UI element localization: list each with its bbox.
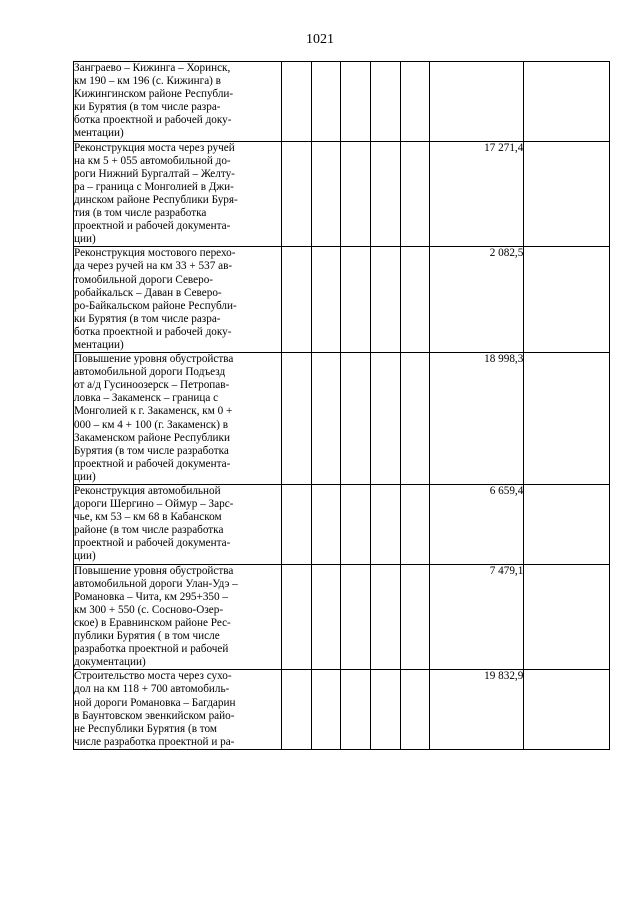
description-line: Монголией к г. Закаменск, км 0 + bbox=[74, 405, 233, 418]
amount-cell: 18 998,3 bbox=[430, 353, 524, 485]
description-line: ментации) bbox=[74, 338, 124, 351]
description-line: чье, км 53 – км 68 в Кабанском bbox=[74, 511, 222, 524]
description-line: от а/д Гусиноозерск – Петропав- bbox=[74, 379, 230, 392]
description-line: ловка – Закаменск – граница с bbox=[74, 392, 219, 405]
empty-cell bbox=[341, 485, 371, 565]
empty-cell bbox=[341, 62, 371, 142]
table-row bbox=[74, 62, 610, 142]
description-line: да через ручей на км 33 + 537 ав- bbox=[74, 260, 233, 273]
description-line: публики Бурятия ( в том числе bbox=[74, 630, 220, 643]
empty-cell bbox=[341, 141, 371, 247]
description-line: Бурятия (в том числе разработка bbox=[74, 444, 229, 457]
description-line: автомобильной дороги Улан-Удэ – bbox=[74, 577, 238, 590]
description-line: ной дороги Романовка – Багдарин bbox=[74, 696, 236, 709]
amount-cell: 7 479,1 bbox=[430, 564, 524, 670]
empty-cell bbox=[400, 353, 430, 485]
description-line: динском районе Республики Буря- bbox=[74, 193, 238, 206]
description-line: робайкальск – Даван в Северо- bbox=[74, 286, 222, 299]
description-line: районе (в том числе разработка bbox=[74, 524, 224, 537]
empty-cell bbox=[371, 564, 401, 670]
empty-cell bbox=[371, 141, 401, 247]
empty-cell bbox=[524, 564, 610, 670]
description-line: ское) в Еравнинском районе Рес- bbox=[74, 616, 231, 629]
description-line: км 190 – км 196 (с. Кижинга) в bbox=[74, 75, 221, 88]
description-line: проектной и рабочей документа- bbox=[74, 457, 231, 470]
description-cell bbox=[74, 564, 282, 670]
empty-cell bbox=[341, 564, 371, 670]
description-line: разработка проектной и рабочей bbox=[74, 643, 229, 656]
empty-cell bbox=[371, 62, 401, 142]
description-line: Кижингинском районе Республи- bbox=[74, 88, 234, 101]
description-line: Реконструкция мостового перехо- bbox=[74, 247, 236, 260]
description-line: Занграево – Кижинга – Хоринск, bbox=[74, 62, 231, 74]
empty-cell bbox=[311, 247, 341, 353]
description-cell bbox=[74, 141, 282, 247]
table-row bbox=[74, 485, 610, 565]
table-row bbox=[74, 670, 610, 750]
empty-cell bbox=[311, 485, 341, 565]
empty-cell bbox=[311, 141, 341, 247]
empty-cell bbox=[282, 564, 312, 670]
empty-cell bbox=[524, 670, 610, 750]
description-line: в Баунтовском эвенкийском райо- bbox=[74, 709, 235, 722]
empty-cell bbox=[341, 353, 371, 485]
description-line: км 300 + 550 (с. Сосново-Озер- bbox=[74, 603, 224, 616]
amount-cell: 2 082,5 bbox=[430, 247, 524, 353]
description-line: на км 5 + 055 автомобильной до- bbox=[74, 154, 231, 167]
empty-cell bbox=[371, 670, 401, 750]
description-cell bbox=[74, 670, 282, 750]
description-line: ра – граница с Монголией в Джи- bbox=[74, 180, 234, 193]
description-line: Закаменском районе Республики bbox=[74, 431, 230, 444]
amount-cell: 17 271,4 bbox=[430, 141, 524, 247]
empty-cell bbox=[282, 670, 312, 750]
description-line: Повышение уровня обустройства bbox=[74, 564, 234, 577]
description-line: ки Бурятия (в том числе разра- bbox=[74, 312, 221, 325]
description-line: ции) bbox=[74, 470, 96, 483]
empty-cell bbox=[311, 564, 341, 670]
description-line: документации) bbox=[74, 656, 146, 669]
empty-cell bbox=[524, 141, 610, 247]
empty-cell bbox=[282, 247, 312, 353]
description-line: ции) bbox=[74, 233, 96, 246]
empty-cell bbox=[282, 485, 312, 565]
description-line: Повышение уровня обустройства bbox=[74, 353, 234, 366]
description-line: Романовка – Чита, км 295+350 – bbox=[74, 590, 228, 603]
empty-cell bbox=[341, 247, 371, 353]
empty-cell bbox=[311, 62, 341, 142]
description-line: роги Нижний Бургалтай – Желту- bbox=[74, 167, 235, 180]
description-line: ки Бурятия (в том числе разра- bbox=[74, 101, 221, 114]
empty-cell bbox=[282, 353, 312, 485]
description-cell bbox=[74, 247, 282, 353]
amount-cell: 6 659,4 bbox=[430, 485, 524, 565]
page-number: 1021 bbox=[306, 32, 334, 47]
amount-cell: 19 832,9 bbox=[430, 670, 524, 750]
description-line: ро-Байкальском районе Республи- bbox=[74, 299, 237, 312]
data-table bbox=[73, 61, 610, 750]
empty-cell bbox=[400, 62, 430, 142]
empty-cell bbox=[282, 141, 312, 247]
empty-cell bbox=[524, 485, 610, 565]
empty-cell bbox=[341, 670, 371, 750]
table-row bbox=[74, 247, 610, 353]
empty-cell bbox=[311, 670, 341, 750]
empty-cell bbox=[282, 62, 312, 142]
description-line: ботка проектной и рабочей доку- bbox=[74, 114, 232, 127]
description-line: ботка проектной и рабочей доку- bbox=[74, 325, 232, 338]
description-line: ментации) bbox=[74, 127, 124, 140]
description-line: автомобильной дороги Подъезд bbox=[74, 366, 226, 379]
table-body bbox=[74, 62, 610, 750]
description-line: дороги Шергино – Оймур – Зарс- bbox=[74, 498, 234, 511]
empty-cell bbox=[400, 141, 430, 247]
description-cell bbox=[74, 353, 282, 485]
description-line: томобильной дороги Северо- bbox=[74, 273, 214, 286]
empty-cell bbox=[524, 247, 610, 353]
empty-cell bbox=[400, 564, 430, 670]
empty-cell bbox=[371, 353, 401, 485]
table-row bbox=[74, 564, 610, 670]
empty-cell bbox=[400, 247, 430, 353]
empty-cell bbox=[371, 247, 401, 353]
description-line: числе разработка проектной и ра- bbox=[74, 735, 235, 748]
description-line: проектной и рабочей документа- bbox=[74, 537, 231, 550]
table-row bbox=[74, 141, 610, 247]
description-line: не Республики Бурятия (в том bbox=[74, 722, 217, 735]
empty-cell bbox=[400, 670, 430, 750]
description-line: 000 – км 4 + 100 (г. Закаменск) в bbox=[74, 418, 229, 431]
description-line: Реконструкция моста через ручей bbox=[74, 141, 235, 154]
amount-cell bbox=[430, 62, 524, 142]
description-line: Реконструкция автомобильной bbox=[74, 485, 221, 497]
empty-cell bbox=[524, 353, 610, 485]
empty-cell bbox=[400, 485, 430, 565]
description-line: тия (в том числе разработка bbox=[74, 207, 207, 220]
empty-cell bbox=[371, 485, 401, 565]
description-line: проектной и рабочей документа- bbox=[74, 220, 231, 233]
empty-cell bbox=[524, 62, 610, 142]
table-row bbox=[74, 353, 610, 485]
description-line: ции) bbox=[74, 550, 96, 563]
description-line: дол на км 118 + 700 автомобиль- bbox=[74, 683, 230, 696]
description-line: Строительство моста через сухо- bbox=[74, 670, 232, 683]
description-cell bbox=[74, 62, 282, 142]
description-cell bbox=[74, 485, 282, 565]
empty-cell bbox=[311, 353, 341, 485]
